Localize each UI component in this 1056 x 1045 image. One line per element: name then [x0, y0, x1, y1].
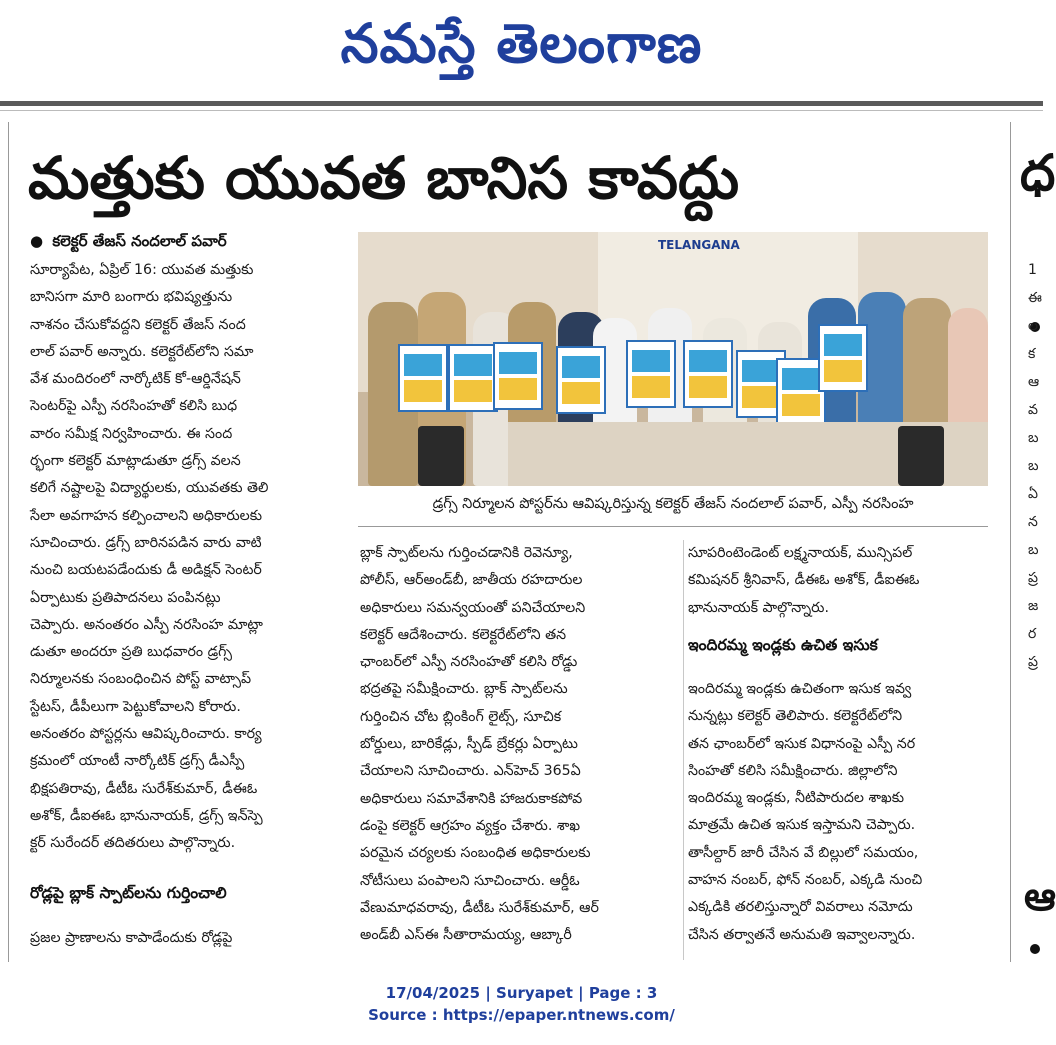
footer-source: Source : https://epaper.ntnews.com/ [368, 1006, 675, 1024]
drug-awareness-poster [818, 324, 868, 392]
news-photo [358, 232, 988, 486]
photo-banner-text: TELANGANA [658, 238, 740, 252]
adjacent-text-fragment: బ [1028, 430, 1039, 446]
photo-chair [418, 426, 464, 486]
photo-chair [898, 426, 944, 486]
page-footer [0, 982, 1043, 1026]
article-column-1: సూర్యాపేట, ఏప్రిల్ 16: యువత మత్తుకు బానిసగా మారి బంగారు భవిష్యత్తును నాశనం చేసుకోవద్దని కలెక్టర్ తేజస్ నంద లాల్ పవార్ అన్నారు. కలెక్టరేట్‌లోని సమా వేశ మందిరంలో నార్కోటిక్ కో-ఆర్డినేషన్ సెంటర్‌పై ఎస్పీ నరసింహతో కలిసి బుధ వారం సమీక్ష నిర్వహించారు. ఈ సంద ర్భంగా కలెక్టర్ మాట్లాడుతూ డ్రగ్స్ వలన కలిగే నష్టాలపై విద్యార్థులకు, యువతకు తెలి సేలా అవగాహన కల్పించాలని అధికారులకు సూచించారు. డ్రగ్స్ బారినపడిన వారు వాటి నుంచి బయటపడేందుకు డీ అడిక్షన్ సెంటర్ ఏర్పాటుకు ప్రతిపాదనలు పంపినట్లు చెప్పారు. అనంతరం ఎస్పీ నరసింహ మాట్లా డుతూ అందరూ ప్రతి బుధవారం డ్రగ్స్ నిర్మూలనకు సంబంధించిన పోస్ట్ వాట్సాప్ స్టేటస్, డీపీలుగా పెట్టుకోవాలని కోరారు. అనంతరం పోస్టర్లను ఆవిష్కరించారు. కార్య క్రమంలో యాంటీ నార్కోటిక్ డ్రగ్స్ డీఎస్పీ భిక్షపతిరావు, డీటీఓ సురేశ్‌కుమార్, డీఈఓ అశోక్, డీఐఈఓ భానునాయక్, డ్రగ్స్ ఇన్‌స్పె క్టర్ సురేందర్ తదితరులు పాల్గొన్నారు. [30, 262, 269, 852]
adjacent-article-strip [1014, 122, 1056, 962]
subheading-free-sand: ఇందిరమ్మ ఇండ్లకు ఉచిత ఇసుక [688, 636, 878, 654]
drug-awareness-poster [448, 344, 498, 412]
adjacent-text-fragment: ప్ర [1028, 570, 1038, 586]
article-column-1-continued: ప్రజల ప్రాణాలను కాపాడేందుకు రోడ్లపై [30, 930, 233, 946]
right-border [1010, 122, 1011, 962]
masthead [0, 0, 1043, 100]
adjacent-headline-fragment: ధ [1020, 144, 1056, 202]
column-separator [683, 540, 684, 960]
photo-caption: డ్రగ్స్ నిర్మూలన పోస్టర్‌ను ఆవిష్కరిస్తున్న కలెక్టర్ తేజస్ నందలాల్ పవార్, ఎస్పీ నరసింహ [432, 496, 914, 512]
article-byline [30, 232, 360, 254]
adjacent-subhead-fragment: ఆ [1024, 874, 1056, 920]
adjacent-text-fragment: 1 [1028, 262, 1037, 278]
drug-awareness-poster [683, 340, 733, 408]
masthead-rule [0, 101, 1043, 106]
drug-awareness-poster [626, 340, 676, 408]
subheading-black-spots: రోడ్లపై బ్లాక్ స్పాట్‌లను గుర్తించాలి [30, 884, 227, 902]
adjacent-text-fragment: ర [1028, 626, 1037, 642]
adjacent-text-fragment: బ [1028, 458, 1039, 474]
adjacent-text-fragment: ల [1028, 318, 1038, 334]
drug-awareness-poster [398, 344, 448, 412]
bullet-icon: ● [30, 232, 44, 250]
drug-awareness-poster [493, 342, 543, 410]
article-headline: మత్తుకు యువత బానిస కావద్దు [28, 144, 740, 212]
adjacent-text-fragment: ఆ [1028, 374, 1040, 390]
bullet-icon [1030, 944, 1040, 954]
article-column-2: బ్లాక్ స్పాట్‌లను గుర్తించడానికి రెవెన్యూ, పోలీస్, ఆర్అండ్‌బీ, జాతీయ రహదారుల అధికారులు సమన్వయంతో పనిచేయాలని కలెక్టర్ ఆదేశించారు. కలెక్టరేట్‌లోని తన ఛాంబర్‌లో ఎస్పీ నరసింహతో కలిసి రోడ్డు భద్రతపై సమీక్షించారు. బ్లాక్ స్పాట్‌లను గుర్తించిన చోట బ్లింకింగ్ లైట్స్, సూచిక బోర్డులు, బారికేడ్లు, స్పీడ్ బ్రేకర్లు ఏర్పాటు చేయాలని సూచించారు. ఎన్‌హెచ్ 365ఏ అధికారులు సమావేశానికి హాజరుకాకపోవ డంపై కలెక్టర్ ఆగ్రహం వ్యక్తం చేశారు. శాఖ పరమైన చర్యలకు సంబంధిత అధికారులకు నోటీసులు పంపాలని సూచించారు. ఆర్డీఓ వేణుమాధవరావు, డీటీఓ సురేశ్‌కుమార్, ఆర్ అండ్‌బీ ఎస్ఈ సీతారామయ్య, ఆబ్కారీ [360, 545, 599, 944]
caption-rule [358, 526, 988, 527]
drug-awareness-poster [556, 346, 606, 414]
adjacent-text-fragment: క [1028, 346, 1036, 362]
left-border [8, 122, 9, 962]
adjacent-text-fragment: ప్ర [1028, 654, 1038, 670]
masthead-thin-rule [0, 110, 1043, 111]
newspaper-logo: నమస్తే తెలంగాణ [340, 11, 703, 75]
adjacent-text-fragment: వ [1028, 402, 1038, 418]
adjacent-text-fragment: జ [1028, 598, 1039, 614]
adjacent-text-fragment: ఈ [1028, 290, 1042, 306]
adjacent-text-fragment: బ [1028, 542, 1039, 558]
article-column-3: సూపరింటెండెంట్ లక్ష్మనాయక్, మున్సిపల్ కమిషనర్ శ్రీనివాస్, డీఈఓ అశోక్, డీఐఈఓ భానునాయక్ పాల్గొన్నారు. [688, 545, 920, 616]
byline-text: కలెక్టర్ తేజస్ నందలాల్ పవార్ [52, 232, 227, 250]
adjacent-text-fragment: న [1028, 514, 1038, 530]
footer-date-edition: 17/04/2025 | Suryapet | Page : 3 [385, 984, 658, 1002]
article-column-3-continued: ఇందిరమ్మ ఇండ్లకు ఉచితంగా ఇసుక ఇవ్వ నున్నట్లు కలెక్టర్ తెలిపారు. కలెక్టరేట్‌లోని తన ఛాంబర్‌లో ఇసుక విధానంపై ఎస్పీ నర సింహతో కలిసి సమీక్షించారు. జిల్లాలోని ఇందిరమ్మ ఇండ్లకు, నీటిపారుదల శాఖకు మాత్రమే ఉచిత ఇసుక ఇస్తామని చెప్పారు. తాసీల్దార్ జారీ చేసిన వే బిల్లులో సమయం, వాహన నంబర్, ఫోన్ నంబర్, ఎక్కడి నుంచి ఎక్కడికి తరలిస్తున్నారో వివరాలు నమోదు చేసిన తర్వాతనే అనుమతి ఇవ్వాలన్నారు. [688, 681, 923, 943]
adjacent-text-fragment: ఏ [1028, 486, 1038, 502]
